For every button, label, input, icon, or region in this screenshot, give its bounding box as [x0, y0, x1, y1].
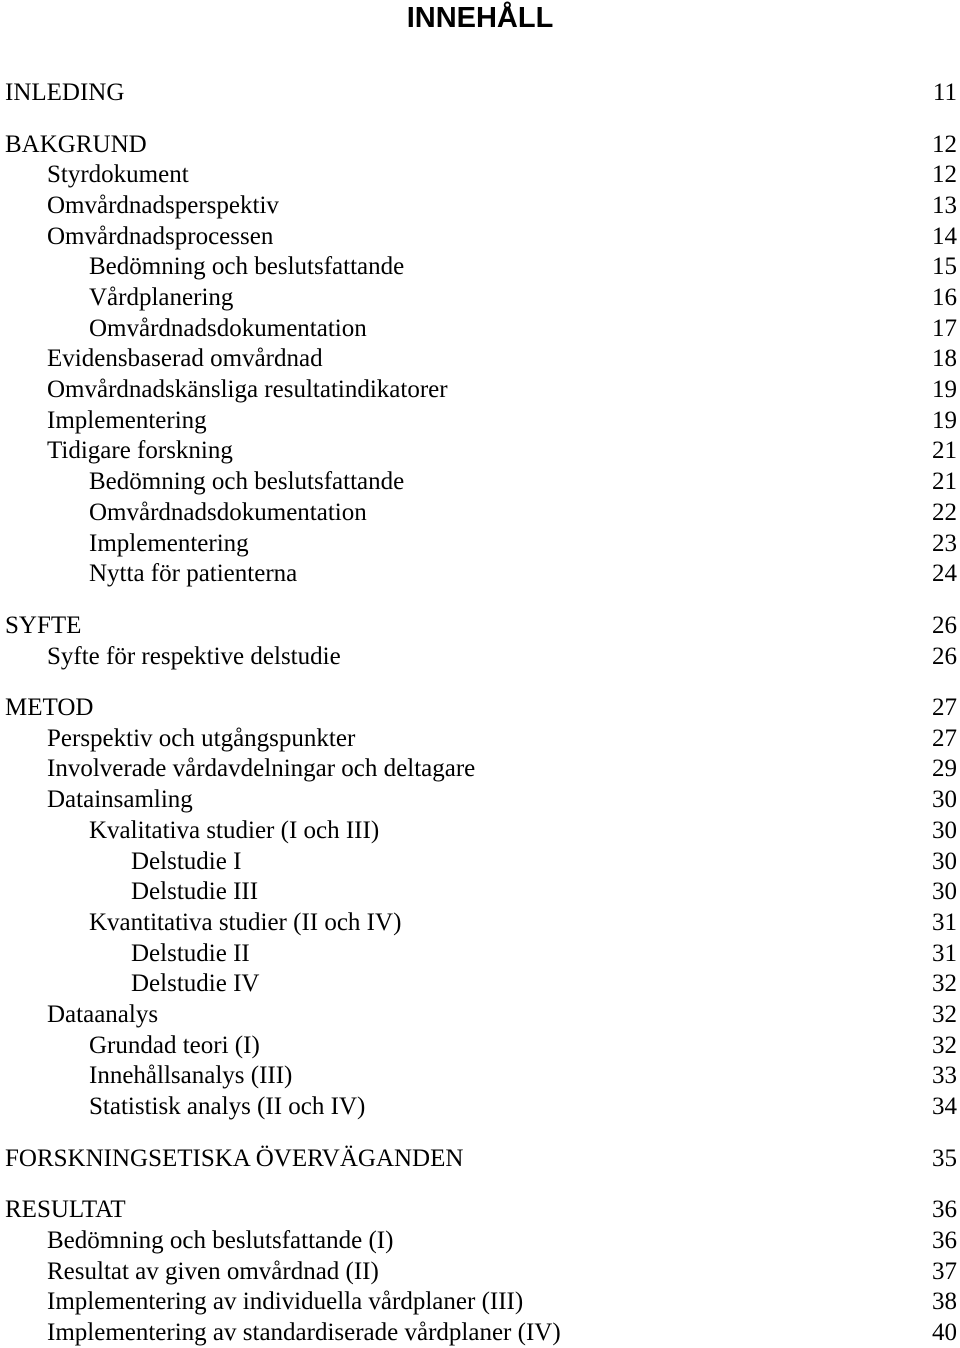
toc-entry-page-number: 15 — [932, 253, 957, 280]
toc-entry — [0, 1194, 960, 1225]
toc-entry-page-number: 13 — [932, 192, 957, 219]
toc-entry-page-number: 40 — [932, 1319, 957, 1346]
toc-entry-title: BAKGRUND — [5, 131, 147, 158]
toc-entry-title: Omvårdnadsdokumentation — [89, 499, 367, 526]
toc-entry-title: RESULTAT — [5, 1196, 126, 1223]
toc-entry — [0, 1286, 960, 1317]
toc-entry-title: Omvårdnadsperspektiv — [47, 192, 279, 219]
toc-entry — [0, 876, 960, 907]
toc-entry-page-number: 35 — [932, 1145, 957, 1172]
toc-entry-title: Implementering — [89, 530, 249, 557]
toc-entry-page-number: 31 — [932, 940, 957, 967]
toc-entry — [0, 815, 960, 846]
toc-entry — [0, 313, 960, 344]
toc-entry-page-number: 30 — [932, 786, 957, 813]
toc-entry-page-number: 26 — [932, 612, 957, 639]
toc-entry-page-number: 31 — [932, 909, 957, 936]
toc-entry-title: Delstudie I — [131, 848, 242, 875]
toc-entry-page-number: 24 — [932, 560, 957, 587]
toc-entry-page-number: 17 — [932, 315, 957, 342]
toc-entry-page-number: 30 — [932, 848, 957, 875]
toc-entry-page-number: 32 — [932, 1001, 957, 1028]
toc-entry-page-number: 12 — [932, 161, 957, 188]
toc-entry — [0, 77, 960, 108]
toc-entry — [0, 938, 960, 969]
toc-entry — [0, 558, 960, 589]
toc-entry — [0, 968, 960, 999]
toc-entry-page-number: 23 — [932, 530, 957, 557]
toc-entry — [0, 343, 960, 374]
toc-entry — [0, 999, 960, 1030]
toc-entry-page-number: 30 — [932, 878, 957, 905]
toc-entry-page-number: 14 — [932, 223, 957, 250]
toc-entry — [0, 641, 960, 672]
toc-entry-title: Implementering av individuella vårdplaner (III) — [47, 1288, 524, 1315]
toc-entry — [0, 1225, 960, 1256]
toc-entry-title: Vårdplanering — [89, 284, 234, 311]
toc-entry-title: Resultat av given omvårdnad (II) — [47, 1258, 379, 1285]
toc-entry-title: FORSKNINGSETISKA ÖVERVÄGANDEN — [5, 1145, 464, 1172]
toc-entry-title: Kvantitativa studier (II och IV) — [89, 909, 402, 936]
toc-entry — [0, 1317, 960, 1348]
toc-entry — [0, 221, 960, 252]
toc-entry-page-number: 21 — [932, 437, 957, 464]
toc-entry-title: Datainsamling — [47, 786, 193, 813]
toc-entry-page-number: 19 — [932, 407, 957, 434]
toc-entry-page-number: 19 — [932, 376, 957, 403]
toc-entry-title: Omvårdnadsprocessen — [47, 223, 274, 250]
toc-entry-title: Implementering av standardiserade vårdplaner (IV) — [47, 1319, 561, 1346]
toc-entry-title: Omvårdnadskänsliga resultatindikatorer — [47, 376, 448, 403]
toc-entry-page-number: 29 — [932, 755, 957, 782]
toc-entry — [0, 1256, 960, 1287]
toc-entry-title: Syfte för respektive delstudie — [47, 643, 341, 670]
page-title: INNEHÅLL — [406, 2, 554, 34]
toc-entry-title: Grundad teori (I) — [89, 1032, 260, 1059]
toc-entry — [0, 723, 960, 754]
toc-entry-page-number: 33 — [932, 1062, 957, 1089]
toc-entry — [0, 251, 960, 282]
toc-entry — [0, 1091, 960, 1122]
toc-entry-title: Statistisk analys (II och IV) — [89, 1093, 366, 1120]
toc-entry — [0, 435, 960, 466]
toc-entry-page-number: 36 — [932, 1196, 957, 1223]
toc-entry-page-number: 30 — [932, 817, 957, 844]
toc-entry-page-number: 16 — [932, 284, 957, 311]
toc-entry — [0, 129, 960, 160]
toc-entry-title: Evidensbaserad omvårdnad — [47, 345, 323, 372]
toc-entry-title: Styrdokument — [47, 161, 189, 188]
toc-entry-page-number: 27 — [932, 725, 957, 752]
toc-entry-page-number: 22 — [932, 499, 957, 526]
toc-entry-title: Innehållsanalys (III) — [89, 1062, 293, 1089]
toc-entry-page-number: 27 — [932, 694, 957, 721]
toc-entry-title: Omvårdnadsdokumentation — [89, 315, 367, 342]
toc-entry-page-number: 38 — [932, 1288, 957, 1315]
toc-entry — [0, 159, 960, 190]
toc-entry-title: SYFTE — [5, 612, 82, 639]
toc-entry-title: Delstudie II — [131, 940, 250, 967]
toc-entry — [0, 753, 960, 784]
toc-entry-title: Bedömning och beslutsfattande — [89, 253, 405, 280]
toc-entry — [0, 1143, 960, 1174]
toc-entry — [0, 282, 960, 313]
toc-entry-page-number: 21 — [932, 468, 957, 495]
toc-entry-page-number: 26 — [932, 643, 957, 670]
toc-entry-page-number: 32 — [932, 1032, 957, 1059]
toc-entry-title: Dataanalys — [47, 1001, 159, 1028]
toc-entry — [0, 846, 960, 877]
toc-entry-title: Involverade vårdavdelningar och deltagare — [47, 755, 476, 782]
toc-entry — [0, 528, 960, 559]
toc-entry-page-number: 37 — [932, 1258, 957, 1285]
toc-entry-title: Nytta för patienterna — [89, 560, 298, 587]
toc-entry-title: Delstudie III — [131, 878, 259, 905]
toc-entry-title: METOD — [5, 694, 94, 721]
toc-entry-page-number: 11 — [932, 79, 957, 106]
toc-entry — [0, 405, 960, 436]
toc-entry — [0, 784, 960, 815]
toc-entry — [0, 907, 960, 938]
toc-entry — [0, 610, 960, 641]
toc-entry — [0, 1030, 960, 1061]
toc-entry-title: Tidigare forskning — [47, 437, 233, 464]
toc-entry-title: Bedömning och beslutsfattande — [89, 468, 405, 495]
toc-entry — [0, 190, 960, 221]
toc-entry-title: Bedömning och beslutsfattande (I) — [47, 1227, 394, 1254]
toc-entry — [0, 1060, 960, 1091]
toc-entry — [0, 497, 960, 528]
toc-entry-page-number: 12 — [932, 131, 957, 158]
toc-entry-page-number: 36 — [932, 1227, 957, 1254]
toc-entry-title: Implementering — [47, 407, 207, 434]
toc-entry-title: Delstudie IV — [131, 970, 260, 997]
toc-entry — [0, 466, 960, 497]
toc-entry — [0, 374, 960, 405]
toc-entry-title: Kvalitativa studier (I och III) — [89, 817, 380, 844]
toc-entry-page-number: 18 — [932, 345, 957, 372]
toc-entry — [0, 692, 960, 723]
toc-entry-title: INLEDING — [5, 79, 125, 106]
toc-entry-title: Perspektiv och utgångspunkter — [47, 725, 356, 752]
toc-entry-page-number: 32 — [932, 970, 957, 997]
toc-entry-page-number: 34 — [932, 1093, 957, 1120]
